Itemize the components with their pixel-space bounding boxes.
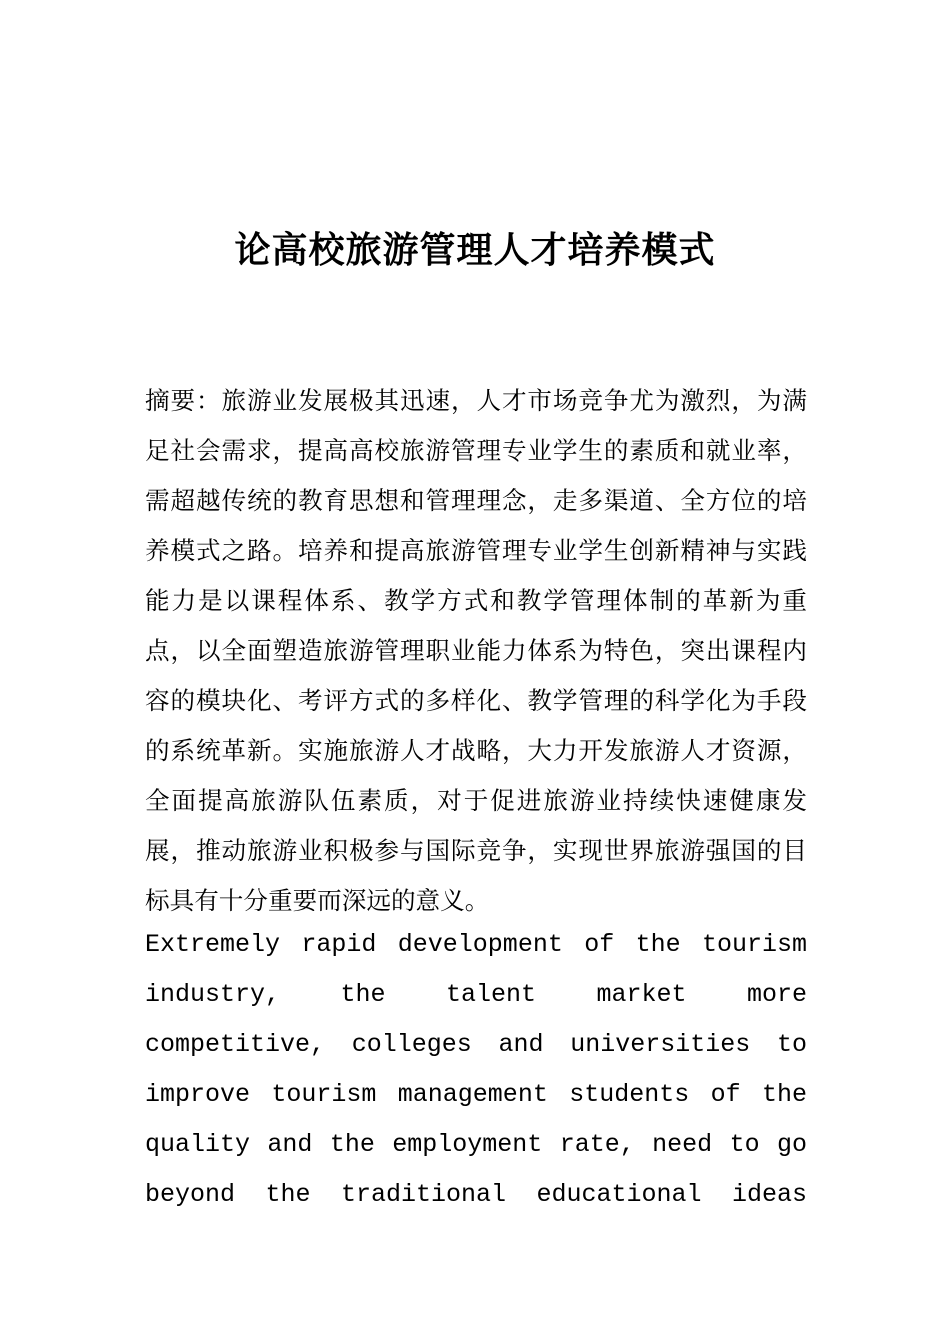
abstract-english: Extremely rapid development of the tourism industry, the talent market more competitive, colleges and universities to improve tourism management students of the quality and the employment rate, need to go beyond the traditional educational ideas [145, 930, 807, 1209]
document-title: 论高校旅游管理人才培养模式 [234, 229, 716, 271]
abstract-chinese: 摘要：旅游业发展极其迅速，人才市场竞争尤为激烈，为满足社会需求，提高高校旅游管理专业学生的素质和就业率，需超越传统的教育思想和管理理念，走多渠道、全方位的培养模式之路。培养和提高旅游管理专业学生创新精神与实践能力是以课程体系、教学方式和教学管理体制的革新为重点，以全面塑造旅游管理职业能力体系为特色，突出课程内容的模块化、考评方式的多样化、教学管理的科学化为手段的系统革新。实施旅游人才战略，大力开发旅游人才资源，全面提高旅游队伍素质，对于促进旅游业持续快速健康发展，推动旅游业积极参与国际竞争，实现世界旅游强国的目标具有十分重要而深远的意义。 [145, 386, 807, 915]
